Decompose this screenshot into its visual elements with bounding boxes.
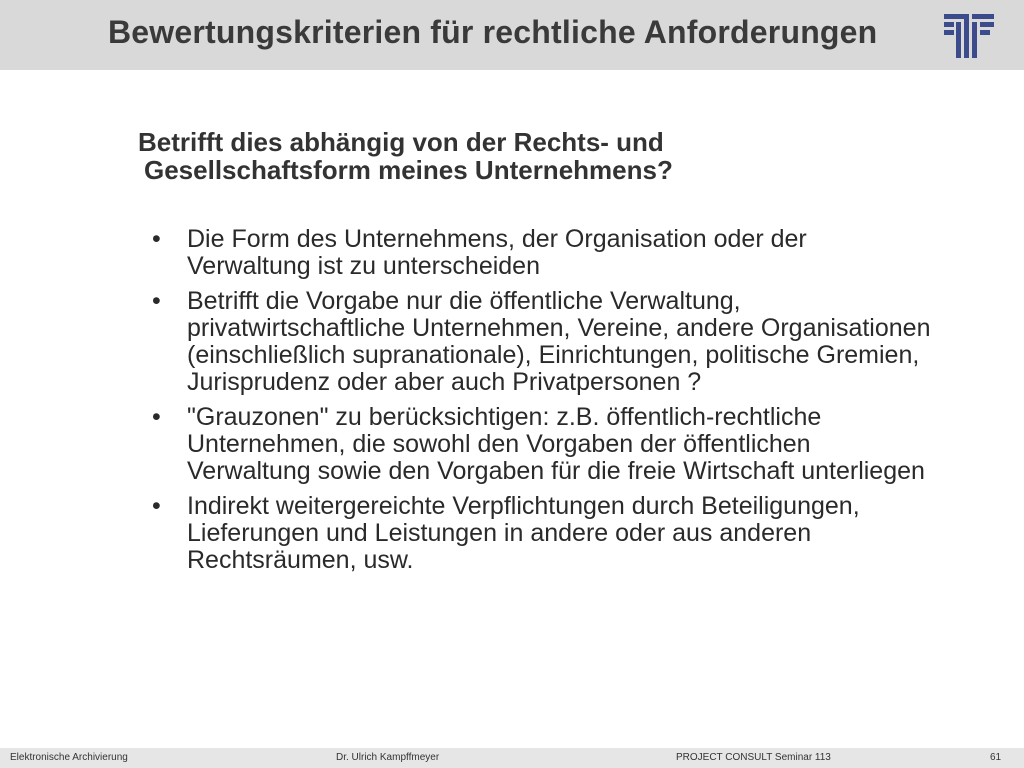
bullet-text: Die Form des Unternehmens, der Organisation oder der Verwaltung ist zu unterscheiden [187, 225, 807, 280]
bullet-item [152, 493, 932, 574]
bullet-dot: • [152, 403, 161, 431]
bullet-dot: • [152, 492, 161, 520]
bullet-text: "Grauzonen" zu berücksichtigen: z.B. öffentlich-rechtliche Unternehmen, die sowohl den Vorgaben der öffentlichen Verwaltung sowie den Vorgaben für die freie Wirtschaft unterliegen [187, 403, 925, 485]
subtitle-line-1: Betrifft dies abhängig von der Rechts- und [138, 127, 664, 157]
bullet-item [152, 288, 932, 396]
bullet-item [152, 404, 932, 485]
footer-course: Elektronische Archivierung [10, 752, 128, 763]
bullet-item [152, 226, 932, 280]
footer-seminar: PROJECT CONSULT Seminar 113 [676, 752, 831, 763]
slide-footer [0, 748, 1024, 768]
bullet-list [152, 226, 932, 582]
bullet-dot: • [152, 287, 161, 315]
slide-header [0, 0, 1024, 70]
bullet-text: Betrifft die Vorgabe nur die öffentliche Verwaltung, privatwirtschaftliche Unternehmen, Vereine, andere Organisationen (einschließlich supranationale), Einrichtungen, politische Gremien, Jurisprudenz oder aber auch Privatpersonen ? [187, 287, 931, 396]
bullet-text: Indirekt weitergereichte Verpflichtungen durch Beteiligungen, Lieferungen und Leistungen in andere oder aus anderen Rechtsräumen, usw. [187, 492, 860, 574]
bullet-dot: • [152, 225, 161, 253]
slide-title: Bewertungskriterien für rechtliche Anforderungen [108, 14, 878, 50]
footer-page-number: 61 [990, 752, 1002, 763]
subtitle-line-2: Gesellschaftsform meines Unternehmens? [144, 155, 673, 185]
slide-subtitle [138, 128, 898, 184]
footer-author: Dr. Ulrich Kampffmeyer [336, 752, 440, 763]
project-consult-logo-icon [944, 14, 994, 58]
